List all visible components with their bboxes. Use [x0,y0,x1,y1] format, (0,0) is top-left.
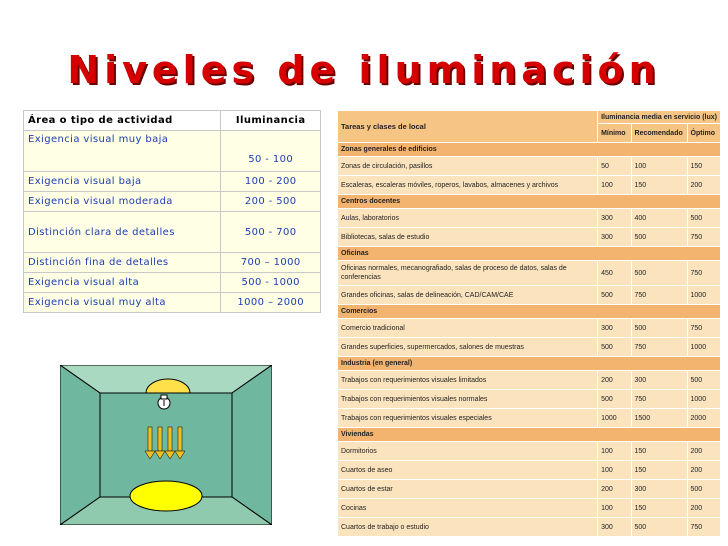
column-header-group: Iluminancia media en servicio (lux) [598,111,721,124]
value-cell: 500 - 1000 [221,273,321,293]
opt-cell: 750 [687,319,720,338]
illuminance-summary-table [23,110,321,313]
task-cell: Dormitorios [338,442,598,461]
task-cell: Cocinas [338,499,598,518]
page-title: Niveles de iluminación [67,48,661,92]
task-cell: Grandes superficies, supermercados, salones de muestras [338,338,598,357]
opt-cell: 750 [687,228,720,247]
min-cell: 100 [598,176,631,195]
rec-cell: 750 [631,338,687,357]
opt-cell: 500 [687,371,720,390]
activity-cell: Distinción clara de detalles [24,212,221,253]
min-cell: 100 [598,499,631,518]
table-row [338,176,721,195]
opt-cell: 750 [687,518,720,537]
value-cell: 500 - 700 [221,212,321,253]
table-row [338,157,721,176]
section-row [338,357,721,371]
task-cell: Grandes oficinas, salas de delineación, CAD/CAM/CAE [338,286,598,305]
opt-cell: 2000 [687,409,720,428]
activity-cell: Exigencia visual muy alta [24,293,221,313]
rec-cell: 300 [631,480,687,499]
min-cell: 500 [598,286,631,305]
min-cell: 450 [598,261,631,286]
task-cell: Cuartos de trabajo o estudio [338,518,598,537]
rec-cell: 100 [631,157,687,176]
min-cell: 200 [598,371,631,390]
section-row [338,143,721,157]
task-cell: Aulas, laboratorios [338,209,598,228]
task-cell: Bibliotecas, salas de estudio [338,228,598,247]
rec-cell: 500 [631,261,687,286]
table-row [338,499,721,518]
rec-cell: 150 [631,176,687,195]
table-row [338,228,721,247]
column-header-rec: Recomendado [631,124,687,143]
value-cell: 100 - 200 [221,172,321,192]
task-cell: Oficinas normales, mecanografiado, salas de proceso de datos, salas de conferencias [338,261,598,286]
column-header-opt: Óptimo [687,124,720,143]
lux-reference-table [337,110,721,537]
table-row [24,131,321,172]
section-label: Centros docentes [338,195,721,209]
rec-cell: 750 [631,390,687,409]
opt-cell: 200 [687,176,720,195]
rec-cell: 500 [631,228,687,247]
light-spot [130,481,202,511]
column-header-activity: Área o tipo de actividad [24,111,221,131]
opt-cell: 200 [687,442,720,461]
table-row [338,371,721,390]
task-cell: Trabajos con requerimientos visuales especiales [338,409,598,428]
task-cell: Trabajos con requerimientos visuales limitados [338,371,598,390]
min-cell: 100 [598,461,631,480]
min-cell: 500 [598,390,631,409]
min-cell: 1000 [598,409,631,428]
column-header-illuminance: Iluminancia [221,111,321,131]
section-label: Zonas generales de edificios [338,143,721,157]
rec-cell: 500 [631,518,687,537]
section-label: Comercios [338,305,721,319]
task-cell: Cuartos de aseo [338,461,598,480]
task-cell: Comercio tradicional [338,319,598,338]
room-lighting-illustration [60,365,272,525]
section-row [338,428,721,442]
value-cell: 700 – 1000 [221,253,321,273]
task-cell: Escaleras, escaleras móviles, roperos, lavabos, almacenes y archivos [338,176,598,195]
rec-cell: 150 [631,442,687,461]
table-row [24,172,321,192]
table-row [24,212,321,253]
table-row [338,409,721,428]
min-cell: 500 [598,338,631,357]
rec-cell: 750 [631,286,687,305]
task-cell: Zonas de circulación, pasillos [338,157,598,176]
rec-cell: 150 [631,499,687,518]
table-row [24,253,321,273]
opt-cell: 750 [687,261,720,286]
table-row [338,390,721,409]
table-row [24,293,321,313]
value-cell: 200 - 500 [221,192,321,212]
table-header-row [338,111,721,124]
activity-cell: Exigencia visual moderada [24,192,221,212]
value-cell: 1000 – 2000 [221,293,321,313]
rec-cell: 150 [631,461,687,480]
table-row [338,209,721,228]
table-row [338,319,721,338]
min-cell: 300 [598,319,631,338]
column-header-min: Mínimo [598,124,631,143]
table-row [338,442,721,461]
table-row [338,461,721,480]
section-row [338,195,721,209]
task-cell: Trabajos con requerimientos visuales normales [338,390,598,409]
opt-cell: 200 [687,461,720,480]
opt-cell: 500 [687,209,720,228]
section-label: Viviendas [338,428,721,442]
activity-cell: Exigencia visual alta [24,273,221,293]
table-row [338,518,721,537]
section-label: Oficinas [338,247,721,261]
rec-cell: 500 [631,319,687,338]
opt-cell: 200 [687,499,720,518]
table-row [338,286,721,305]
task-cell: Cuartos de estar [338,480,598,499]
min-cell: 50 [598,157,631,176]
table-row [338,480,721,499]
rec-cell: 1500 [631,409,687,428]
activity-cell: Distinción fina de detalles [24,253,221,273]
value-cell: 50 - 100 [221,131,321,172]
table-row [24,192,321,212]
column-header-task: Tareas y clases de local [338,111,598,143]
section-label: Industria (en general) [338,357,721,371]
min-cell: 300 [598,209,631,228]
opt-cell: 1000 [687,390,720,409]
min-cell: 100 [598,442,631,461]
rec-cell: 300 [631,371,687,390]
activity-cell: Exigencia visual muy baja [24,131,221,172]
table-row [24,273,321,293]
activity-cell: Exigencia visual baja [24,172,221,192]
section-row [338,247,721,261]
opt-cell: 150 [687,157,720,176]
section-row [338,305,721,319]
min-cell: 300 [598,228,631,247]
min-cell: 200 [598,480,631,499]
min-cell: 300 [598,518,631,537]
rec-cell: 400 [631,209,687,228]
opt-cell: 1000 [687,338,720,357]
opt-cell: 1000 [687,286,720,305]
table-row [338,338,721,357]
table-row [338,261,721,286]
opt-cell: 500 [687,480,720,499]
table-header-row [24,111,321,131]
